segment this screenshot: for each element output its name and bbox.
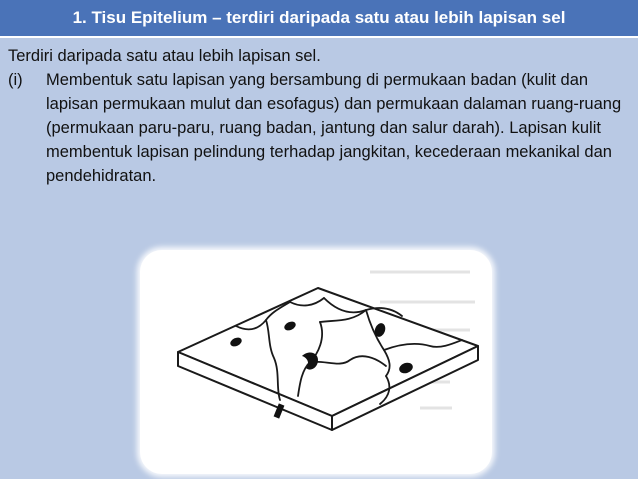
- epithelium-illustration: [140, 250, 492, 474]
- slide-title-bar: [0, 0, 638, 38]
- slab-top-surface: [178, 288, 478, 416]
- list-item-number: (i): [8, 71, 23, 89]
- slide-title: 1. Tisu Epitelium – terdiri daripada satu atau lebih lapisan sel: [72, 8, 566, 27]
- slide-body: [8, 44, 632, 188]
- intro-text: Terdiri daripada satu atau lebih lapisan sel.: [8, 47, 321, 65]
- list-item-text: Membentuk satu lapisan yang bersambung di permukaan badan (kulit dan lapisan permukaan mulut dan esofagus) dan permukaan dalaman ruang-ruang (permukaan paru-paru, ruang badan, jantung dan salur darah). Lapisan kulit membentuk lapisan pelindung terhadap jangkitan, kecederaan mekanikal dan pendehidratan.: [46, 71, 622, 185]
- epithelium-diagram: [140, 250, 492, 474]
- list-item: [8, 68, 632, 188]
